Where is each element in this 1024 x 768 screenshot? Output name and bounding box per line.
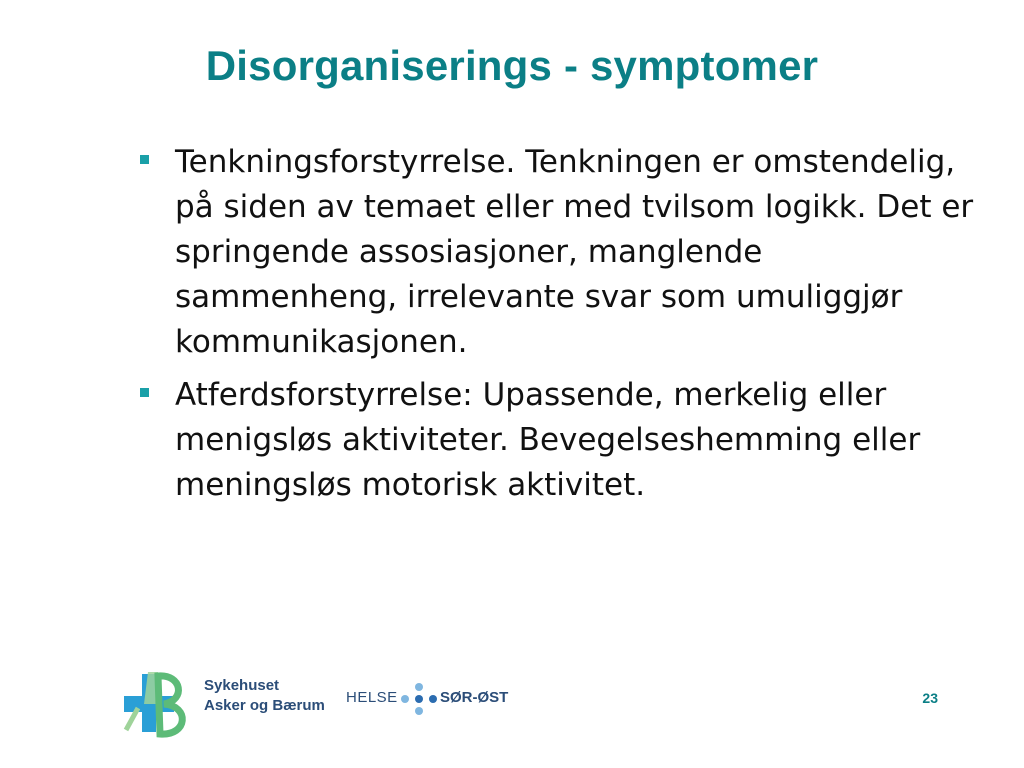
bullet-text: Atferdsforstyrrelse: Upassende, merkelig eller menigsløs aktiviteter. Bevegelseshemming eller meningsløs motorisk aktivitet. [175, 377, 921, 503]
logo1-line1: Sykehuset [204, 677, 280, 694]
sykehuset-asker-baerum-logo [118, 670, 328, 742]
dots-icon [400, 682, 438, 716]
bullet-list [138, 140, 988, 516]
helse-text: HELSE [346, 689, 398, 706]
logo1-line2: Asker og Bærum [204, 697, 325, 714]
bullet-item [138, 373, 988, 508]
square-bullet-icon [140, 155, 149, 164]
sor-ost-text: SØR-ØST [440, 689, 509, 706]
bullet-item [138, 140, 988, 365]
hospital-emblem-icon [118, 670, 198, 742]
bullet-text: Tenkningsforstyrrelse. Tenkningen er omstendelig, på siden av temaet eller med tvilsom logikk. Det er springende assosiasjoner, manglende sammenheng, irrelevante svar som umuliggjør kommunikasjonen. [175, 144, 974, 360]
square-bullet-icon [140, 388, 149, 397]
slide-footer [0, 660, 1024, 740]
logo1-text [204, 676, 325, 716]
page-number: 23 [922, 690, 938, 706]
slide-title: Disorganiserings - symptomer [205, 42, 819, 89]
